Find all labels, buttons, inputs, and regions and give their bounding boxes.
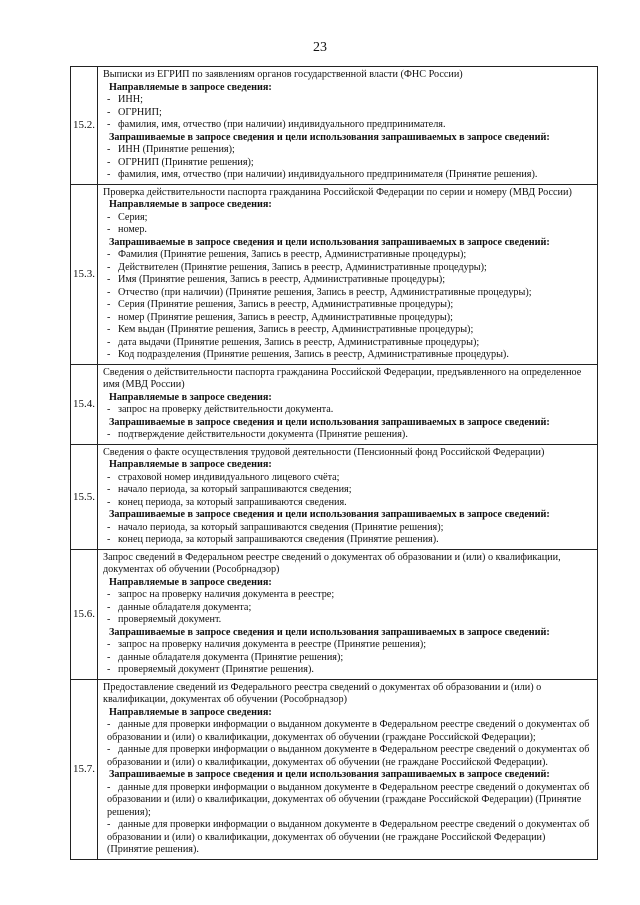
bullet-dash: - — [107, 119, 111, 130]
bullet-dash: - — [107, 336, 111, 348]
list-item — [103, 212, 593, 225]
row-content — [98, 444, 598, 549]
list-item-text: номер (Принятие решения, Запись в реестр, Административные процедуры); — [118, 311, 453, 323]
list-item — [103, 157, 593, 170]
section-heading: Направляемые в запросе сведения: — [109, 391, 272, 403]
list-item-text: запрос на проверку действительности документа. — [118, 404, 334, 415]
list-item — [103, 522, 593, 535]
row-content — [98, 184, 598, 364]
bullet-dash: - — [107, 601, 111, 613]
section-heading: Запрашиваемые в запросе сведения и цели использования запрашиваемых в запросе сведений: — [109, 236, 550, 248]
list-item-text: данные для проверки информации о выданном документе в Федеральном реестре сведений о документах об образовании и (или) о квалификации, документах об обучении (не граждане Российской Федерации). — [107, 744, 590, 768]
list-item-text: Отчество (при наличии) (Принятие решения, Запись в реестр, Административные процедуры); — [118, 286, 532, 298]
row-number: 15.4. — [71, 364, 98, 444]
list-item — [103, 429, 593, 442]
list-item-text: данные обладателя документа; — [118, 601, 252, 613]
list-item-text: номер. — [118, 224, 147, 235]
list-item-text: проверяемый документ (Принятие решения). — [118, 664, 314, 675]
list-item — [103, 404, 593, 417]
list-item — [103, 589, 593, 602]
row-title: Запрос сведений в Федеральном реестре сведений о документах об образовании и (или) о квалификации, документах об обучении (Рособрнадзор) — [103, 551, 561, 575]
bullet-dash: - — [107, 94, 111, 105]
list-item-text: проверяемый документ. — [118, 614, 222, 625]
section-heading: Направляемые в запросе сведения: — [109, 459, 272, 470]
list-item — [103, 664, 593, 677]
bullet-dash: - — [107, 589, 111, 600]
bullet-dash: - — [107, 521, 111, 533]
list-item — [103, 94, 593, 107]
list-item-text: ИНН (Принятие решения); — [118, 144, 235, 155]
list-item-text: Кем выдан (Принятие решения, Запись в реестр, Административные процедуры); — [118, 324, 474, 335]
list-item-text: данные обладателя документа (Принятие решения); — [118, 651, 344, 663]
section-heading: Направляемые в запросе сведения: — [109, 706, 272, 718]
bullet-dash: - — [107, 719, 111, 730]
page-number: 23 — [313, 40, 327, 55]
bullet-dash: - — [107, 156, 111, 168]
requests-table — [70, 66, 598, 860]
list-item-text: ОГРНИП; — [118, 106, 162, 118]
section-heading: Запрашиваемые в запросе сведения и цели использования запрашиваемых в запросе сведений: — [109, 769, 550, 780]
section-heading: Запрашиваемые в запросе сведения и цели использования запрашиваемых в запросе сведений: — [109, 509, 550, 520]
list-item — [103, 472, 593, 485]
row-title: Проверка действительности паспорта гражданина Российской Федерации по серии и номеру (МВД России) — [103, 186, 572, 198]
list-item — [103, 719, 593, 744]
bullet-dash: - — [107, 639, 111, 650]
list-item-text: Действителен (Принятие решения, Запись в реестр, Административные процедуры); — [118, 261, 487, 273]
list-item — [103, 484, 593, 497]
list-item-text: начало периода, за который запрашиваются сведения; — [118, 484, 352, 495]
table-row — [71, 364, 598, 444]
bullet-dash: - — [107, 471, 111, 483]
list-item-text: Фамилия (Принятие решения, Запись в реестр, Административные процедуры); — [118, 249, 467, 260]
row-content — [98, 679, 598, 859]
list-item-text: начало периода, за который запрашиваются сведения (Принятие решения); — [118, 521, 444, 533]
list-item — [103, 819, 593, 857]
bullet-dash: - — [107, 614, 111, 625]
list-item — [103, 312, 593, 325]
bullet-dash: - — [107, 106, 111, 118]
bullet-dash: - — [107, 274, 111, 285]
list-item — [103, 224, 593, 237]
section-heading: Направляемые в запросе сведения: — [109, 81, 272, 93]
list-item-text: данные для проверки информации о выданном документе в Федеральном реестре сведений о документах об образовании и (или) о квалификации, документах об обучении (не граждане Российской Федерации) (Принятие решения). — [107, 819, 590, 855]
bullet-dash: - — [107, 664, 111, 675]
list-item-text: Имя (Принятие решения, Запись в реестр, Административные процедуры); — [118, 274, 446, 285]
bullet-dash: - — [107, 496, 111, 508]
list-item-text: дата выдачи (Принятие решения, Запись в реестр, Административные процедуры); — [118, 336, 480, 348]
table-row — [71, 67, 598, 185]
list-item-text: запрос на проверку наличия документа в реестре; — [118, 589, 335, 600]
row-title: Сведения о действительности паспорта гражданина Российской Федерации, предъявленного на определенное имя (МВД России) — [103, 366, 582, 390]
list-item-text: данные для проверки информации о выданном документе в Федеральном реестре сведений о документах об образовании и (или) о квалификации, документах об обучении (граждане Российской Федерации) (Принятие решения); — [107, 781, 590, 818]
row-content — [98, 67, 598, 185]
row-number: 15.5. — [71, 444, 98, 549]
list-item — [103, 639, 593, 652]
list-item-text: подтверждение действительности документа (Принятие решения). — [118, 429, 408, 440]
row-title: Сведения о факте осуществления трудовой деятельности (Пенсионный фонд Российской Федерации) — [103, 446, 545, 458]
list-item — [103, 324, 593, 337]
list-item — [103, 534, 593, 547]
row-number: 15.7. — [71, 679, 98, 859]
list-item — [103, 602, 593, 615]
bullet-dash: - — [107, 324, 111, 335]
list-item-text: конец периода, за который запрашиваются сведения (Принятие решения). — [118, 534, 439, 545]
list-item — [103, 614, 593, 627]
list-item — [103, 337, 593, 350]
list-item — [103, 652, 593, 665]
list-item — [103, 262, 593, 275]
list-item-text: ИНН; — [118, 94, 143, 105]
table-body — [71, 67, 598, 860]
table-row — [71, 549, 598, 679]
bullet-dash: - — [107, 249, 111, 260]
table-row — [71, 679, 598, 859]
list-item-text: фамилия, имя, отчество (при наличии) индивидуального предпринимателя (Принятие решения). — [118, 169, 538, 180]
section-heading: Запрашиваемые в запросе сведения и цели использования запрашиваемых в запросе сведений: — [109, 131, 550, 143]
bullet-dash: - — [107, 404, 111, 415]
list-item — [103, 349, 593, 362]
list-item — [103, 299, 593, 312]
list-item-text: Код подразделения (Принятие решения, Запись в реестр, Административные процедуры). — [118, 349, 509, 360]
list-item-text: Серия; — [118, 211, 148, 223]
list-item-text: конец периода, за который запрашиваются сведения. — [118, 496, 347, 508]
bullet-dash: - — [107, 169, 111, 180]
bullet-dash: - — [107, 651, 111, 663]
bullet-dash: - — [107, 484, 111, 495]
row-content — [98, 549, 598, 679]
row-number: 15.6. — [71, 549, 98, 679]
bullet-dash: - — [107, 286, 111, 298]
list-item — [103, 497, 593, 510]
list-item — [103, 144, 593, 157]
section-heading: Запрашиваемые в запросе сведения и цели использования запрашиваемых в запросе сведений: — [109, 416, 550, 428]
list-item-text: фамилия, имя, отчество (при наличии) индивидуального предпринимателя. — [118, 119, 446, 130]
list-item — [103, 287, 593, 300]
row-content — [98, 364, 598, 444]
list-item — [103, 107, 593, 120]
section-heading: Направляемые в запросе сведения: — [109, 199, 272, 210]
list-item-text: данные для проверки информации о выданном документе в Федеральном реестре сведений о документах об образовании и (или) о квалификации, документах об обучении (граждане Российской Федерации); — [107, 719, 590, 743]
list-item-text: запрос на проверку наличия документа в реестре (Принятие решения); — [118, 639, 427, 650]
bullet-dash: - — [107, 144, 111, 155]
bullet-dash: - — [107, 819, 111, 830]
table-row — [71, 184, 598, 364]
table-row — [71, 444, 598, 549]
list-item — [103, 274, 593, 287]
section-heading: Запрашиваемые в запросе сведения и цели использования запрашиваемых в запросе сведений: — [109, 626, 550, 638]
list-item-text: Серия (Принятие решения, Запись в реестр, Административные процедуры); — [118, 299, 454, 310]
list-item — [103, 169, 593, 182]
bullet-dash: - — [107, 429, 111, 440]
bullet-dash: - — [107, 349, 111, 360]
bullet-dash: - — [107, 781, 111, 793]
row-title: Предоставление сведений из Федерального реестра сведений о документах об образовании и (или) о квалификации, документах об обучении (Рособрнадзор) — [103, 681, 542, 705]
list-item — [103, 782, 593, 820]
bullet-dash: - — [107, 261, 111, 273]
bullet-dash: - — [107, 744, 111, 755]
bullet-dash: - — [107, 299, 111, 310]
list-item-text: ОГРНИП (Принятие решения); — [118, 156, 254, 168]
row-number: 15.3. — [71, 184, 98, 364]
list-item — [103, 744, 593, 769]
bullet-dash: - — [107, 311, 111, 323]
bullet-dash: - — [107, 211, 111, 223]
list-item-text: страховой номер индивидуального лицевого счёта; — [118, 471, 340, 483]
list-item — [103, 249, 593, 262]
row-number: 15.2. — [71, 67, 98, 185]
row-title: Выписки из ЕГРИП по заявлениям органов государственной власти (ФНС России) — [103, 69, 463, 80]
bullet-dash: - — [107, 224, 111, 235]
bullet-dash: - — [107, 534, 111, 545]
section-heading: Направляемые в запросе сведения: — [109, 576, 272, 588]
list-item — [103, 119, 593, 132]
